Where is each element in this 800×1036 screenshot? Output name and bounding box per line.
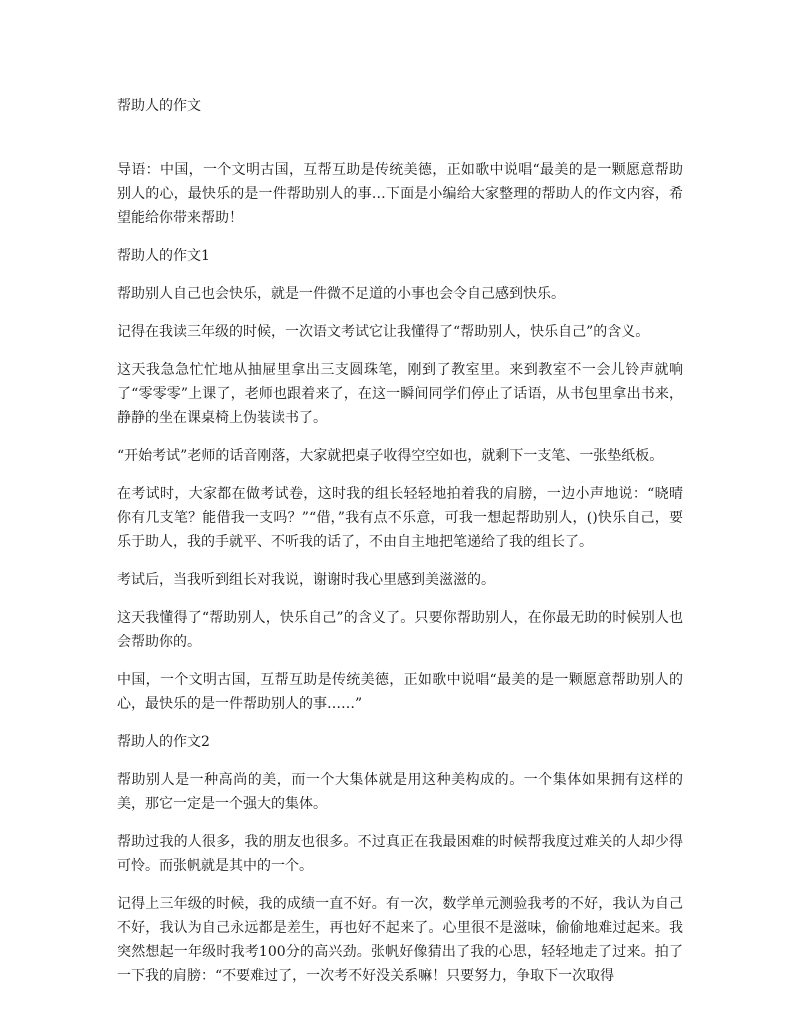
section-heading-2: 帮助人的作文2 xyxy=(117,734,210,750)
body-paragraph: “开始考试”老师的话音刚落，大家就把桌子收得空空如也，就剩下一支笔、一张垫纸板。 xyxy=(117,448,664,464)
body-paragraph: 帮助过我的人很多，我的朋友也很多。不过真正在我最困难的时候帮我度过难关的人却少得可怜。而张帆就是其中的一个。 xyxy=(117,834,683,874)
body-paragraph: 这天我懂得了“帮助别人，快乐自己”的含义了。只要你帮助别人，在你最无助的时候别人也会帮助你的。 xyxy=(117,610,683,650)
body-paragraph: 这天我急急忙忙地从抽屉里拿出三支圆珠笔，刚到了教室里。来到教室不一会儿铃声就响了“零零零”上课了，老师也跟着来了，在这一瞬间同学们停止了话语，从书包里拿出书来，静静的坐在课桌椅上伪装读书了。 xyxy=(117,362,683,426)
body-paragraph: 中国，一个文明古国，互帮互助是传统美德，正如歌中说唱“最美的是一颗愿意帮助别人的心，最快乐的是一件帮助别人的事……” xyxy=(117,672,683,712)
section-heading-1: 帮助人的作文1 xyxy=(117,248,210,264)
body-paragraph: 在考试时，大家都在做考试卷，这时我的组长轻轻地拍着我的肩膀，一边小声地说：“晓晴你有几支笔？能借我一支吗？”“借，”我有点不乐意，可我一想起帮助别人，()快乐自己，要乐于助人，我的手就平、不听我的话了，不由自主地把笔递给了我的组长了。 xyxy=(117,486,683,550)
document-title: 帮助人的作文 xyxy=(117,98,201,114)
body-paragraph: 帮助别人是一种高尚的美，而一个大集体就是用这种美构成的。一个集体如果拥有这样的美，那它一定是一个强大的集体。 xyxy=(117,772,683,812)
body-paragraph: 帮助别人自己也会快乐，就是一件微不足道的小事也会令自己感到快乐。 xyxy=(117,286,565,302)
body-paragraph: 记得上三年级的时候，我的成绩一直不好。有一次，数学单元测验我考的不好，我认为自己不好，我认为自己永远都是差生，再也好不起来了。心里很不是滋味，偷偷地难过起来。我突然想起一年级时我考100分的高兴劲。张帆好像猜出了我的心思，轻轻地走了过来。拍了一下我的肩膀：“不要难过了，一次考不好没关系嘛！只要努力，争取下一次取得 xyxy=(117,896,683,984)
intro-paragraph: 导语：中国，一个文明古国，互帮互助是传统美德，正如歌中说唱“最美的是一颗愿意帮助别人的心，最快乐的是一件帮助别人的事…下面是小编给大家整理的帮助人的作文内容，希望能给你带来帮助！ xyxy=(117,162,683,226)
body-paragraph: 考试后，当我听到组长对我说，谢谢时我心里感到美滋滋的。 xyxy=(117,572,495,588)
document-body xyxy=(117,158,683,1002)
body-paragraph: 记得在我读三年级的时候，一次语文考试它让我懂得了“帮助别人，快乐自己”的含义。 xyxy=(117,324,650,340)
